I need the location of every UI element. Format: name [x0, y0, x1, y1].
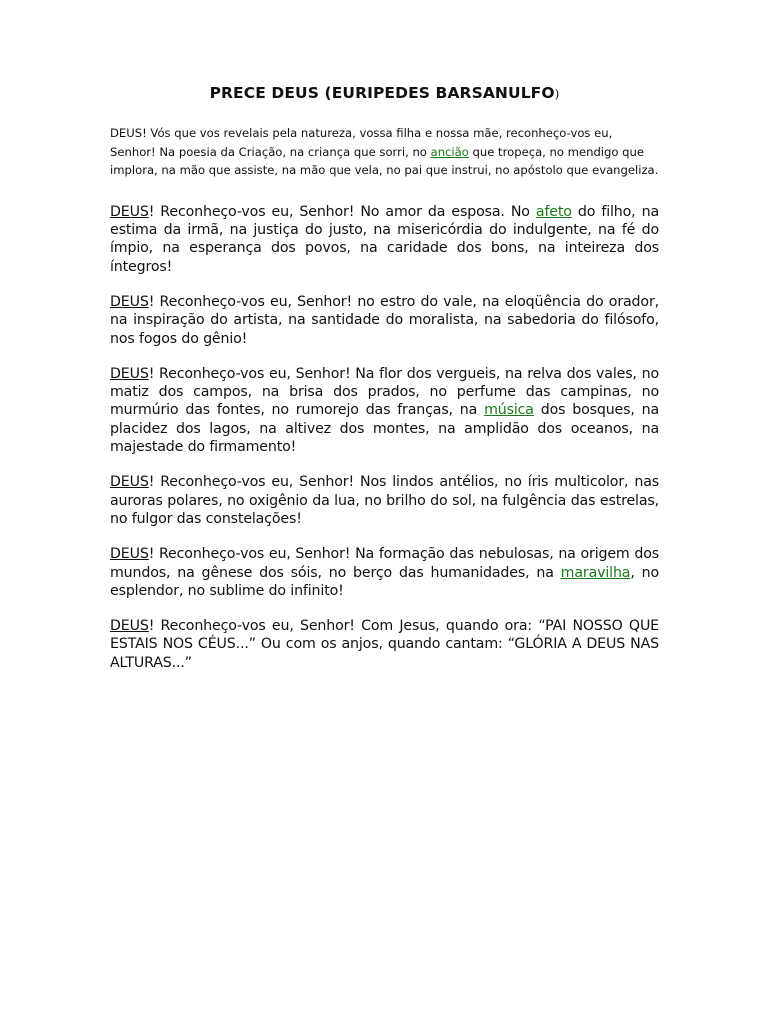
verse-lead: DEUS	[110, 546, 149, 563]
verse-text: ! Reconheço-vos eu, Senhor! Nos lindos antélios, no íris multicolor, nas auroras polares, no oxigênio da lua, no brilho do sol, na fulgência das estrelas, no fulgor das constelações!	[110, 474, 659, 527]
verse-paragraph	[110, 617, 659, 672]
title-text: PRECE DEUS (EURIPEDES BARSANULFO	[209, 84, 555, 102]
verse-lead: DEUS	[110, 474, 149, 491]
verse-paragraph	[110, 545, 659, 600]
link-afeto[interactable]: afeto	[535, 203, 572, 220]
verse-paragraph	[110, 365, 659, 456]
verse-lead: DEUS	[110, 618, 149, 635]
verse-paragraph	[110, 293, 659, 348]
verse-lead: DEUS	[110, 365, 149, 382]
document-page	[110, 84, 659, 689]
verse-lead: DEUS	[110, 203, 149, 220]
verse-text: ! Reconheço-vos eu, Senhor! Com Jesus, quando ora: “PAI NOSSO QUE ESTAIS NOS CÉUS...” Ou com os anjos, quando cantam: “GLÓRIA A DEUS NAS ALTURAS...”	[110, 618, 659, 671]
verse-text: ! Reconheço-vos eu, Senhor! No amor da esposa. No	[148, 203, 536, 220]
verse-text: do filho, na estima da irmã, na justiça do justo, na misericórdia do indulgente, na fé do ímpio, na esperança dos povos, na caridade dos bons, na inteireza dos íntegros!	[110, 203, 659, 275]
page-title	[110, 84, 659, 102]
intro-text-1: DEUS! Vós que vos revelais pela natureza, vossa filha e nossa mãe, reconheço-vos eu, Senhor! Na poesia da Criação, na criança que sorri, no	[110, 126, 613, 159]
verse-text: dos bosques, na placidez dos lagos, na altivez dos montes, na amplidão dos oceanos, na majestade do firmamento!	[110, 402, 659, 456]
title-close-paren: )	[554, 87, 560, 101]
verse-lead: DEUS	[110, 293, 149, 310]
link-anciao[interactable]: ancião	[430, 144, 469, 159]
intro-paragraph	[110, 124, 659, 180]
verse-paragraph	[110, 473, 659, 528]
verse-paragraph	[110, 203, 659, 276]
verse-text: , no esplendor, no sublime do infinito!	[110, 564, 659, 599]
verse-text: ! Reconheço-vos eu, Senhor! Na flor dos vergueis, na relva dos vales, no matiz dos campos, na brisa dos prados, no perfume das campinas, no murmúrio das fontes, no rumorejo das franças, na	[110, 365, 659, 419]
verse-text: ! Reconheço-vos eu, Senhor! no estro do vale, na eloqüência do orador, na inspiração do artista, na santidade do moralista, na sabedoria do filósofo, nos fogos do gênio!	[110, 293, 659, 347]
link-maravilha[interactable]: maravilha	[560, 564, 631, 581]
intro-text-2: que tropeça, no mendigo que implora, na mão que assiste, na mão que vela, no pai que instrui, no apóstolo que evangeliza.	[110, 144, 659, 178]
link-musica[interactable]: música	[484, 402, 534, 419]
verse-text: ! Reconheço-vos eu, Senhor! Na formação das nebulosas, na origem dos mundos, na gênese dos sóis, no berço das humanidades, na	[110, 546, 659, 581]
